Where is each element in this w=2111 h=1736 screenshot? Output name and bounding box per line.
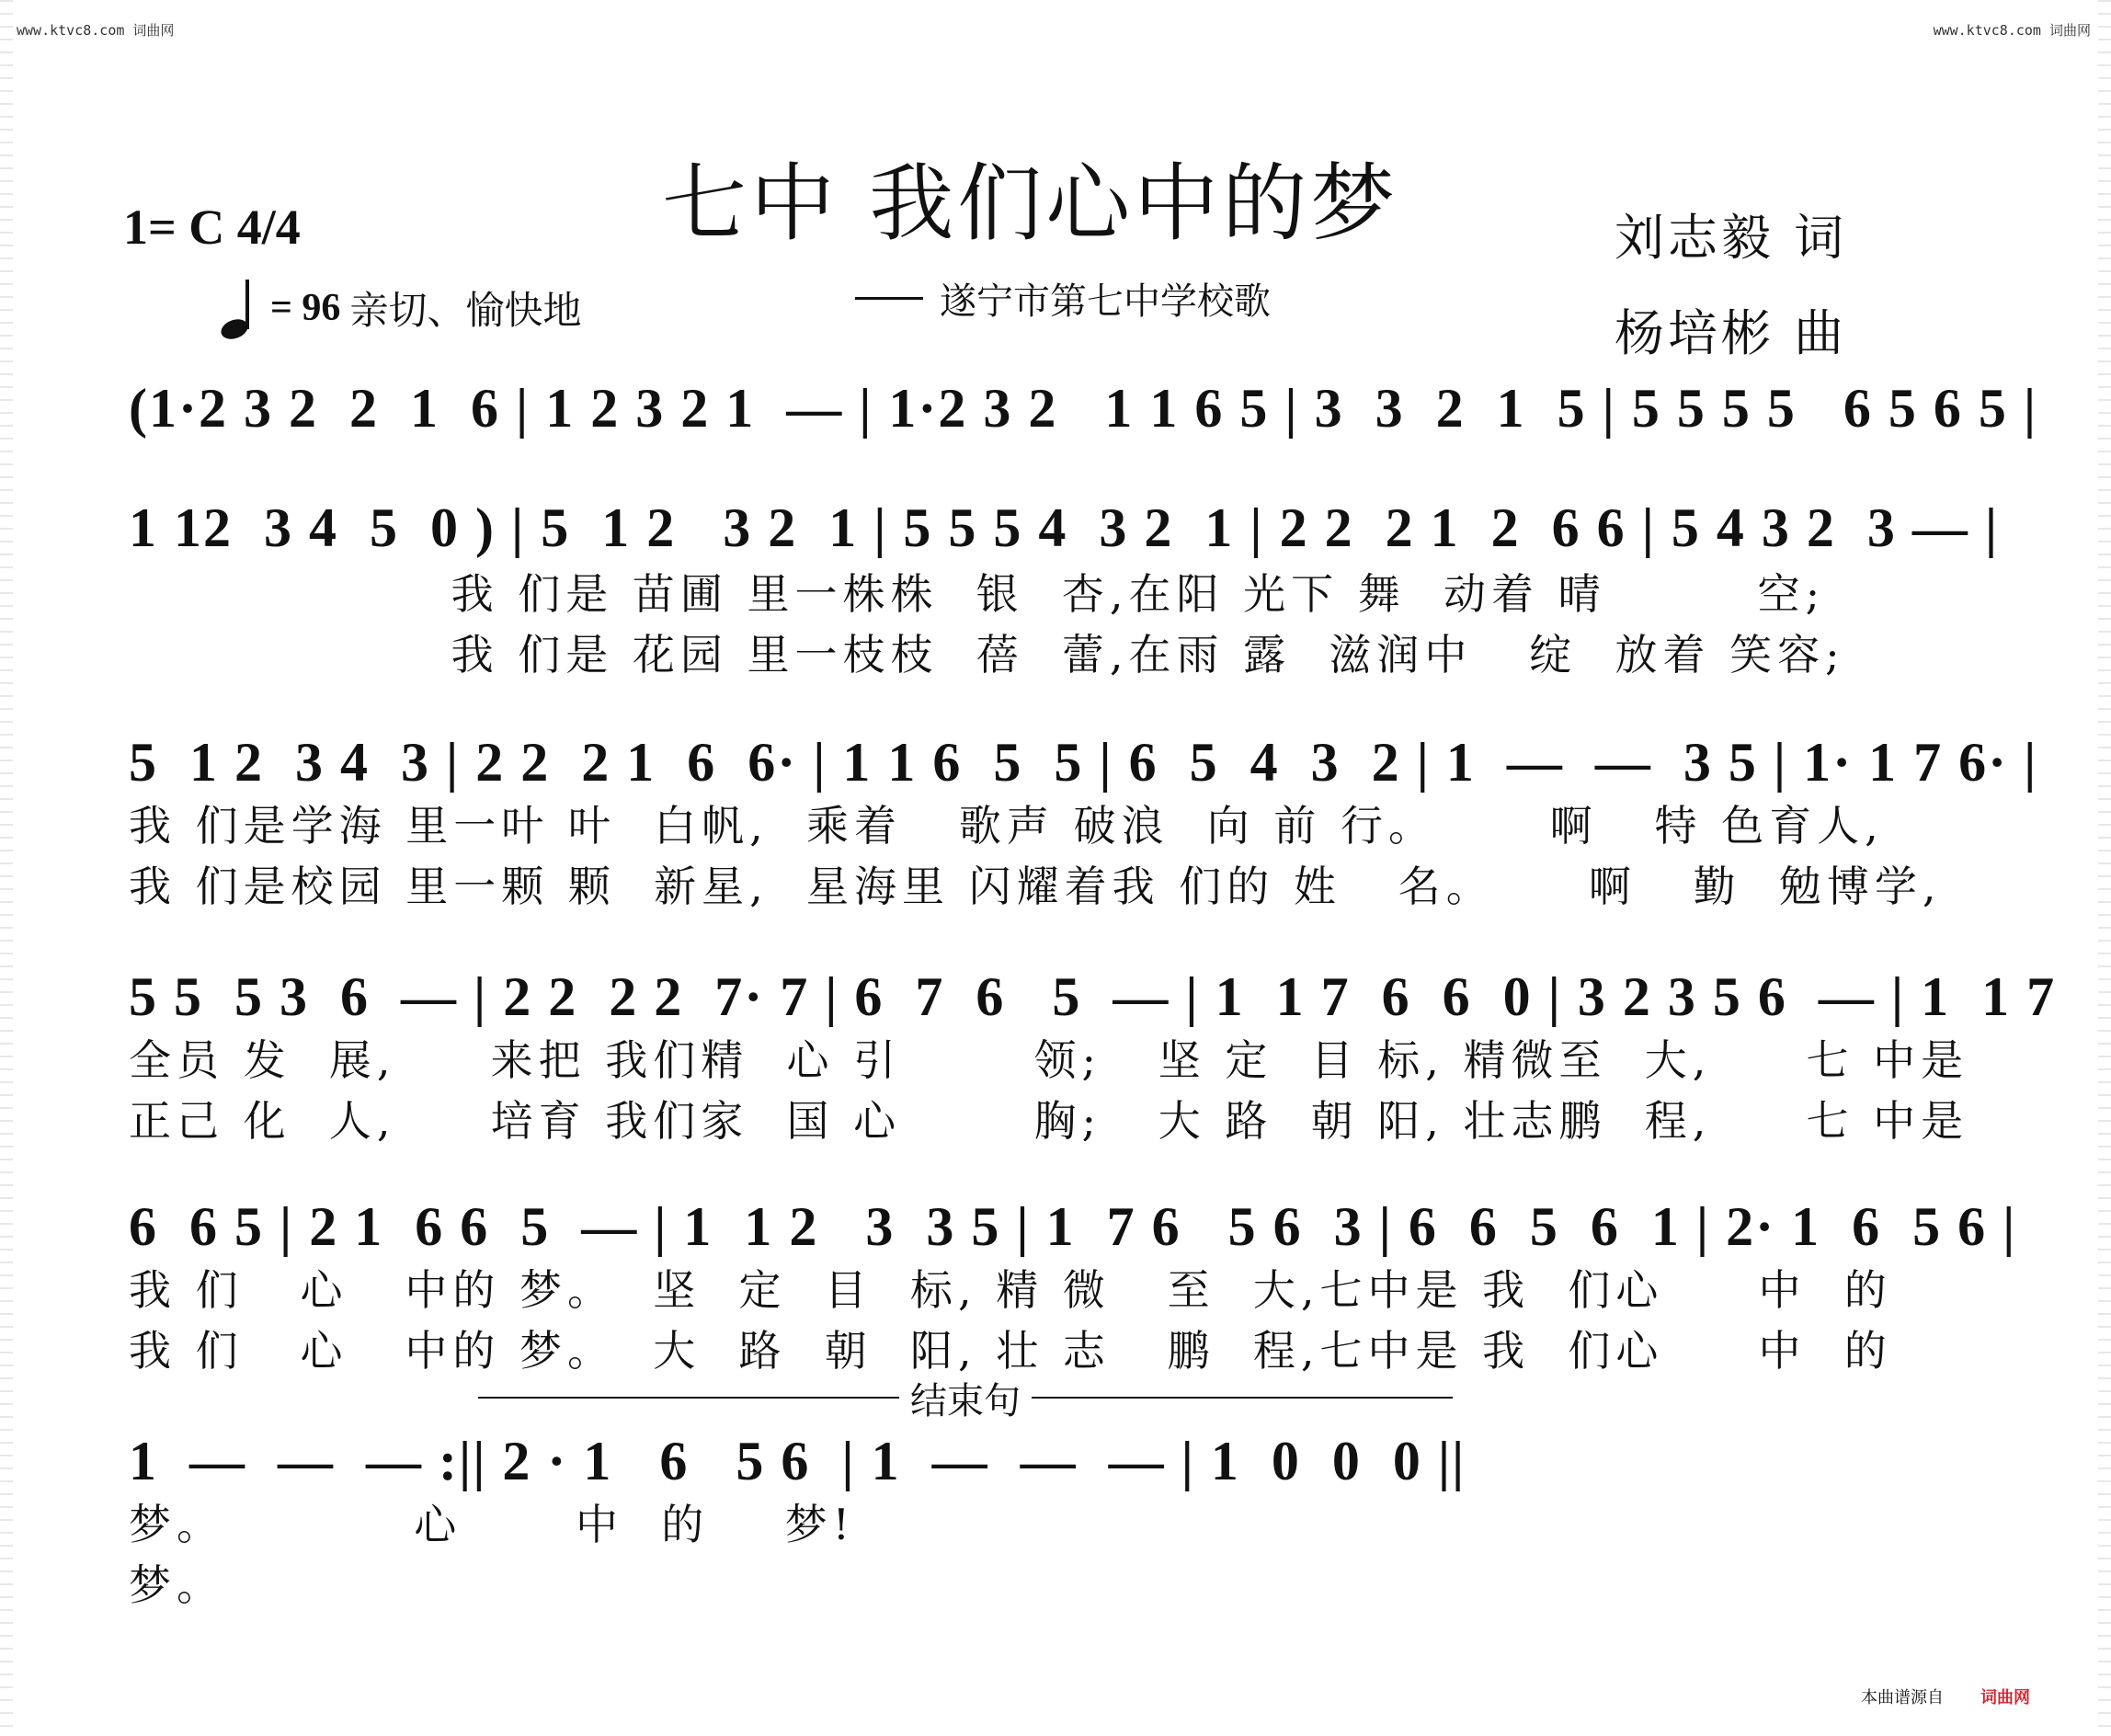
subtitle-dash <box>855 297 923 300</box>
source-text: 本曲谱源自 <box>1861 1688 1944 1707</box>
ending-label-text: 结束句 <box>910 1379 1021 1422</box>
lyric-line: 梦。 <box>129 1560 224 1610</box>
notation-line: (1·2 3 2 2 1 6 | 1 2 3 2 1 — | 1·2 3 2 1 1 6 5 | 3 3 2 1 5 | 5 5 5 5 6 5 6 5 | <box>129 378 2038 439</box>
lyric-line: 全员 发 展, 来把 我们精 心 引 领; 坚 定 目 标, 精微至 大, 七 中是 <box>129 1035 1969 1085</box>
song-title: 七中 我们心中的梦 <box>662 154 1399 253</box>
watermark-left: www.ktvc8.com 词曲网 <box>17 22 175 39</box>
lyric-line: 我 们是 花园 里一枝枝 蓓 蕾,在雨 露 滋润中 绽 放着 笑容; <box>129 630 1845 680</box>
notation-line: 5 1 2 3 4 3 | 2 2 2 1 6 6· | 1 1 6 5 5 | 6 5 4 3 2 | 1 — — 3 5 | 1· 1 7 6· | <box>129 732 2038 793</box>
lyric-line: 我 们是 苗圃 里一株株 银 杏,在阳 光下 舞 动着 晴 空; <box>129 569 1826 619</box>
composer-credit: 杨培彬 曲 <box>1615 304 1848 362</box>
lyric-line: 我 们 心 中的 梦。 坚 定 目 标, 精 微 至 大,七中是 我 们心 中 的 <box>129 1265 1892 1315</box>
source-brand: 词曲网 <box>1980 1688 2030 1707</box>
key-signature: 1= C 4/4 <box>123 200 301 255</box>
tempo-text: 亲切、愉快地 <box>349 288 582 333</box>
notation-line: 1 — — — :|| 2 · 1 6 5 6 | 1 — — — | 1 0 0 0 || <box>129 1431 1466 1491</box>
ending-bracket-line <box>1032 1397 1453 1399</box>
notation-line: 5 5 5 3 6 — | 2 2 2 2 7· 7 | 6 7 6 5 — | 1 1 7 6 6 0 | 3 2 3 5 6 — | 1 1 7 <box>129 966 2057 1027</box>
ending-section-label <box>478 1379 1453 1422</box>
lyric-line: 我 们 心 中的 梦。 大 路 朝 阳, 壮 志 鹏 程,七中是 我 们心 中 的 <box>129 1326 1892 1376</box>
tempo-value: = 96 <box>270 287 341 329</box>
lyric-line: 正己 化 人, 培育 我们家 国 心 胸; 大 路 朝 阳, 壮志鹏 程, 七 中是 <box>129 1096 1969 1146</box>
notation-line: 6 6 5 | 2 1 6 6 5 — | 1 1 2 3 3 5 | 1 7 6 5 6 3 | 6 6 5 6 1 | 2· 1 6 5 6 | <box>129 1196 2017 1257</box>
lyric-line: 我 们是学海 里一叶 叶 白帆, 乘着 歌声 破浪 向 前 行。 啊 特 色育人, <box>129 801 1884 851</box>
left-border-strip <box>0 0 13 1736</box>
notation-system-1 <box>129 377 2047 460</box>
subtitle-text: 遂宁市第七中学校歌 <box>940 280 1271 323</box>
watermark-right: www.ktvc8.com 词曲网 <box>1933 22 2091 39</box>
source-footer <box>1861 1685 2030 1708</box>
lyric-line: 梦。 心 中 的 梦! <box>129 1500 856 1549</box>
subtitle <box>855 272 1271 325</box>
quarter-note-icon <box>219 276 261 340</box>
tempo-marking <box>219 276 581 340</box>
right-border-strip <box>2098 0 2111 1736</box>
lyric-line: 我 们是校园 里一颗 颗 新星, 星海里 闪耀着我 们的 姓 名。 啊 勤 勉博学, <box>129 862 1942 911</box>
ending-bracket-line <box>478 1397 899 1399</box>
lyricist-credit: 刘志毅 词 <box>1615 209 1848 267</box>
notation-line: 1 12 3 4 5 0 ) | 5 1 2 3 2 1 | 5 5 5 4 3 2 1 | 2 2 2 1 2 6 6 | 5 4 3 2 3 — | <box>129 497 2000 558</box>
